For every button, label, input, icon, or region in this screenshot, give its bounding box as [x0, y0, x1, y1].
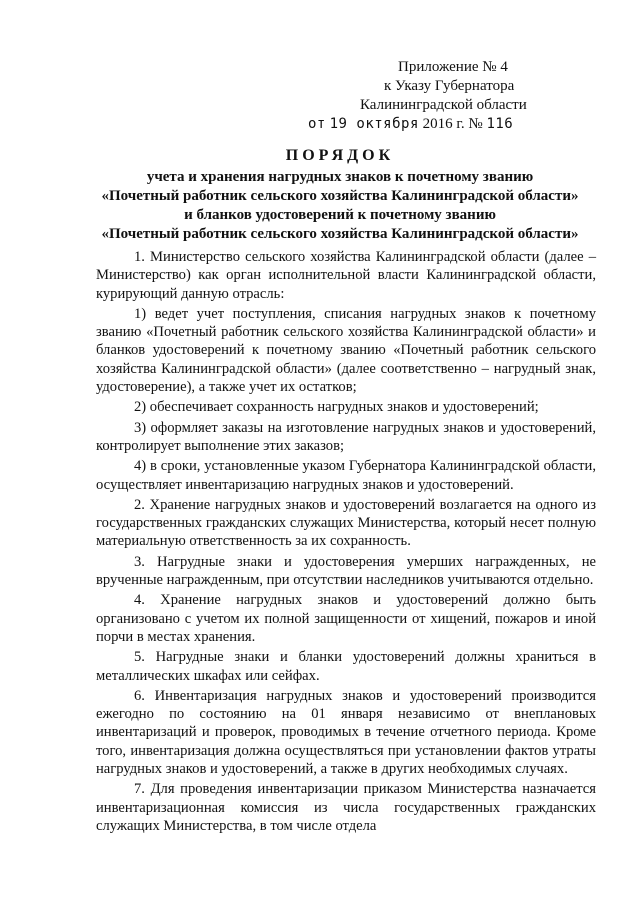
paragraph: 4) в сроки, установленные указом Губернатора Калининградской области, осуществляет инвентаризацию нагрудных знаков и удостоверений.	[96, 458, 596, 493]
appendix-number: Приложение № 4	[398, 59, 508, 75]
appendix-date-line	[308, 115, 596, 134]
title-main: ПОРЯДОК	[285, 147, 395, 164]
paragraph: 7. Для проведения инвентаризации приказом Министерства назначается инвентаризационная комиссия из числа государственных гражданских служащих Министерства, в том числе отдела	[96, 781, 596, 834]
title-line-3: и бланков удостоверений к почетному званию	[184, 207, 496, 223]
title-line-1: учета и хранения нагрудных знаков к почетному званию	[146, 169, 534, 185]
paragraph: 1) ведет учет поступления, списания нагрудных знаков к почетному званию «Почетный работник сельского хозяйства Калининградской области» и бланков удостоверений к почетному званию «Почетный работник сельского хозяйства Калининградской области» (далее соответственно – нагрудный знак, удостоверение), а также учет их остатков;	[96, 305, 596, 396]
appendix-region: Калининградской области	[360, 97, 527, 113]
title-line-4: «Почетный работник сельского хозяйства Калининградской области»	[101, 226, 579, 242]
paragraph: 3. Нагрудные знаки и удостоверения умерших награжденных, не врученные награжденным, при отсутствии наследников учитываются отдельно.	[96, 553, 596, 589]
appendix-header	[308, 58, 596, 134]
paragraph: 3) оформляет заказы на изготовление нагрудных знаков и удостоверений, контролирует выполнение этих заказов;	[96, 419, 596, 454]
document-body	[96, 248, 596, 837]
title-line-2: «Почетный работник сельского хозяйства Калининградской области»	[101, 188, 579, 204]
paragraph: 1. Министерство сельского хозяйства Калининградской области (далее – Министерство) как орган исполнительной власти Калининградской области, курирующий данную отрасль:	[96, 249, 596, 302]
paragraph: 6. Инвентаризация нагрудных знаков и удостоверений производится ежегодно по состоянию на 01 января независимо от внеплановых инвентаризаций и проверок, проводимых в течение отчетного периода. Кроме того, инвентаризация должна осуществляться при установлении фактов утраты нагрудных знаков и удостоверений, а также в других необходимых случаях.	[96, 687, 596, 778]
date-prefix: от	[308, 116, 326, 132]
appendix-decree-ref: к Указу Губернатора	[384, 78, 515, 94]
number-label: №	[468, 116, 483, 132]
paragraph: 2) обеспечивает сохранность нагрудных знаков и удостоверений;	[134, 399, 539, 416]
date-year: 2016 г.	[422, 116, 465, 132]
date-value: 19 октября	[329, 116, 419, 132]
paragraph: 2. Хранение нагрудных знаков и удостоверений возлагается на одного из государственных гражданских служащих Министерства, который несет полную материальную ответственность за их сохранность.	[96, 496, 596, 550]
paragraph: 5. Нагрудные знаки и бланки удостоверений должны храниться в металлических шкафах или сейфах.	[96, 649, 596, 684]
decree-number: 116	[486, 116, 514, 132]
document-title	[60, 146, 620, 244]
paragraph: 4. Хранение нагрудных знаков и удостоверений должно быть организовано с учетом их полной защищенности от хищений, пожаров и иной порчи в местах хранения.	[96, 592, 596, 645]
